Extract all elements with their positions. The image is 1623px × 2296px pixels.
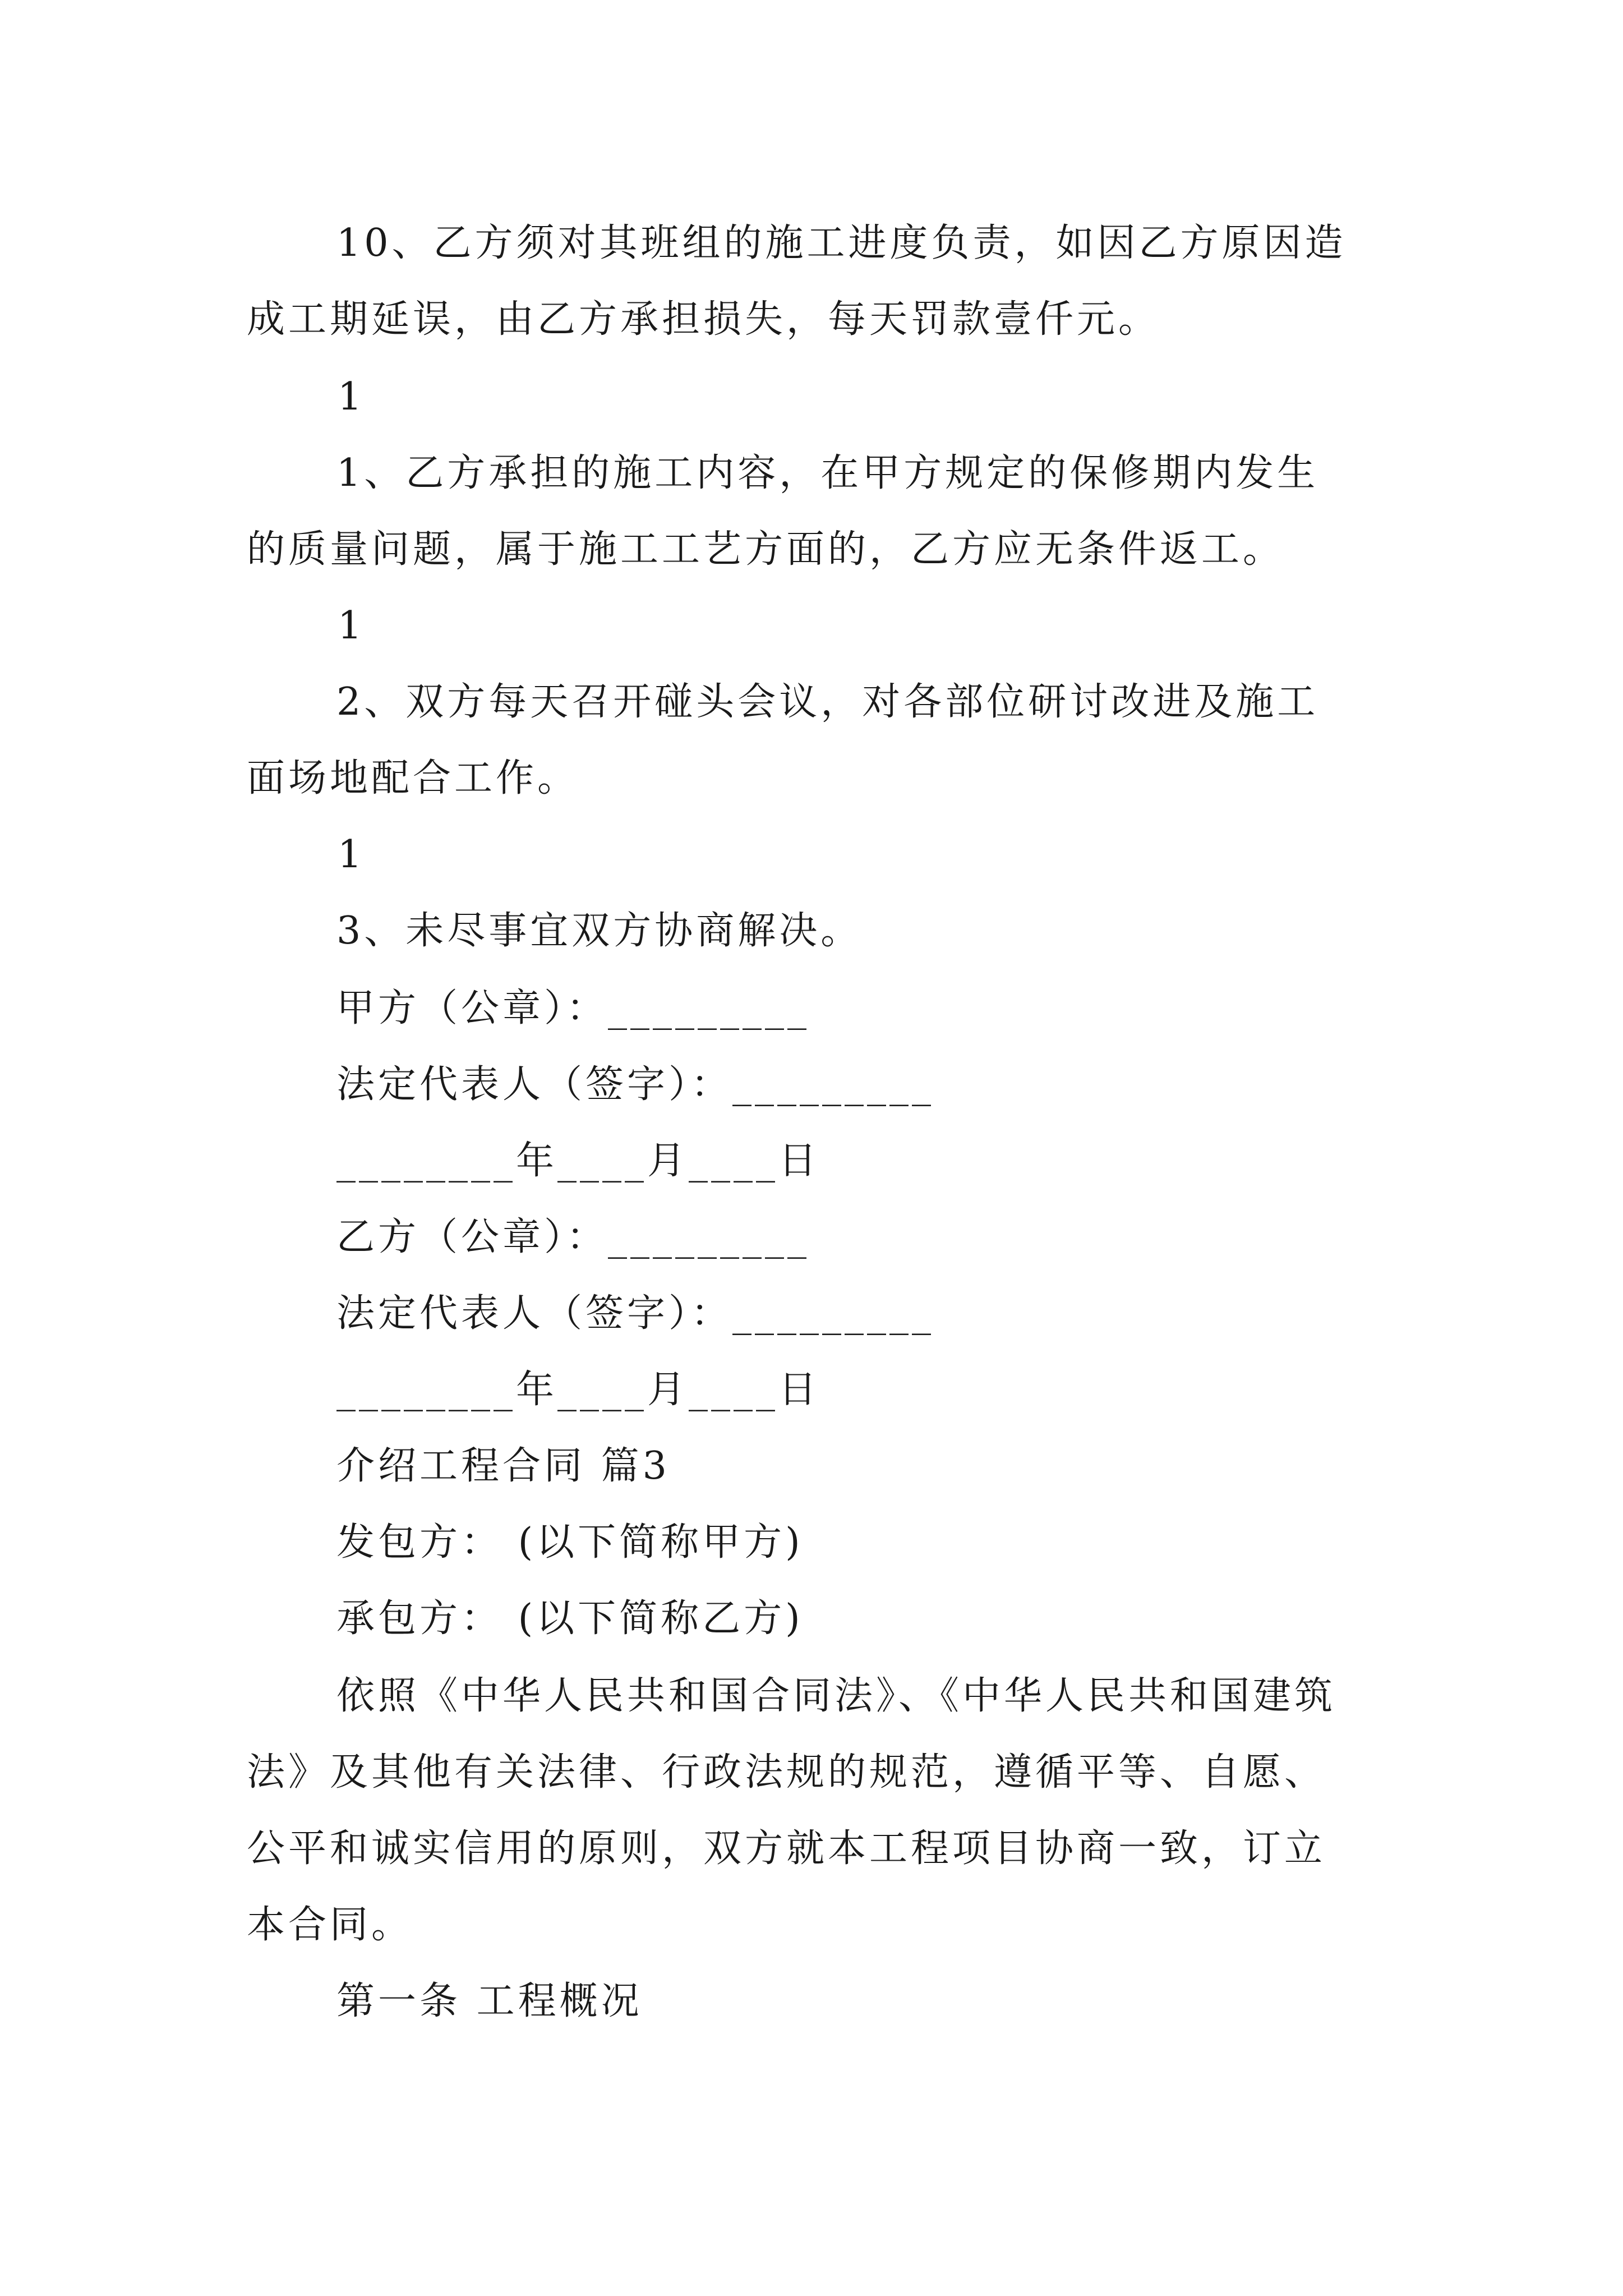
party-b-seal-field: 乙方（公章）：_________	[336, 1215, 810, 1259]
preamble-line-1: 依照《中华人民共和国合同法》、《中华人民共和国建筑	[336, 1674, 1336, 1718]
party-b-representative-field: 法定代表人（签字）：_________	[336, 1291, 935, 1336]
party-b-date-field: ________年____月____日	[336, 1368, 820, 1412]
clause-11-line-1: 1、乙方承担的施工内容，在甲方规定的保修期内发生	[336, 451, 1319, 495]
party-a-representative-field: 法定代表人（签字）：_________	[336, 1062, 935, 1107]
article-1-heading: 第一条 工程概况	[336, 1979, 643, 2023]
section-heading: 介绍工程合同 篇3	[336, 1444, 670, 1488]
contractor-line: 发包方： (以下简称甲方)	[336, 1520, 804, 1565]
clause-12-line-1: 2、双方每天召开碰头会议，对各部位研讨改进及施工	[336, 680, 1319, 724]
clause-10-line-2: 成工期延误，由乙方承担损失，每天罚款壹仟元。	[247, 297, 1160, 342]
clause-number-fragment: 1	[338, 604, 366, 648]
subcontractor-line: 承包方： (以下简称乙方)	[336, 1596, 804, 1641]
clause-number-fragment: 1	[338, 375, 366, 419]
party-a-date-field: ________年____月____日	[336, 1139, 820, 1183]
preamble-line-2: 法》及其他有关法律、行政法规的规范，遵循平等、自愿、	[247, 1750, 1326, 1795]
clause-11-line-2: 的质量问题，属于施工工艺方面的，乙方应无条件返工。	[247, 527, 1285, 572]
preamble-line-3: 公平和诚实信用的原则，双方就本工程项目协商一致，订立	[247, 1826, 1326, 1871]
clause-10-line-1: 10、乙方须对其班组的施工进度负责，如因乙方原因造	[336, 221, 1347, 265]
clause-number-fragment: 1	[338, 832, 366, 877]
clause-12-line-2: 面场地配合工作。	[247, 756, 579, 800]
preamble-line-4: 本合同。	[247, 1903, 413, 1947]
party-a-seal-field: 甲方（公章）：_________	[336, 986, 810, 1030]
clause-13: 3、未尽事宜双方协商解决。	[336, 909, 863, 953]
